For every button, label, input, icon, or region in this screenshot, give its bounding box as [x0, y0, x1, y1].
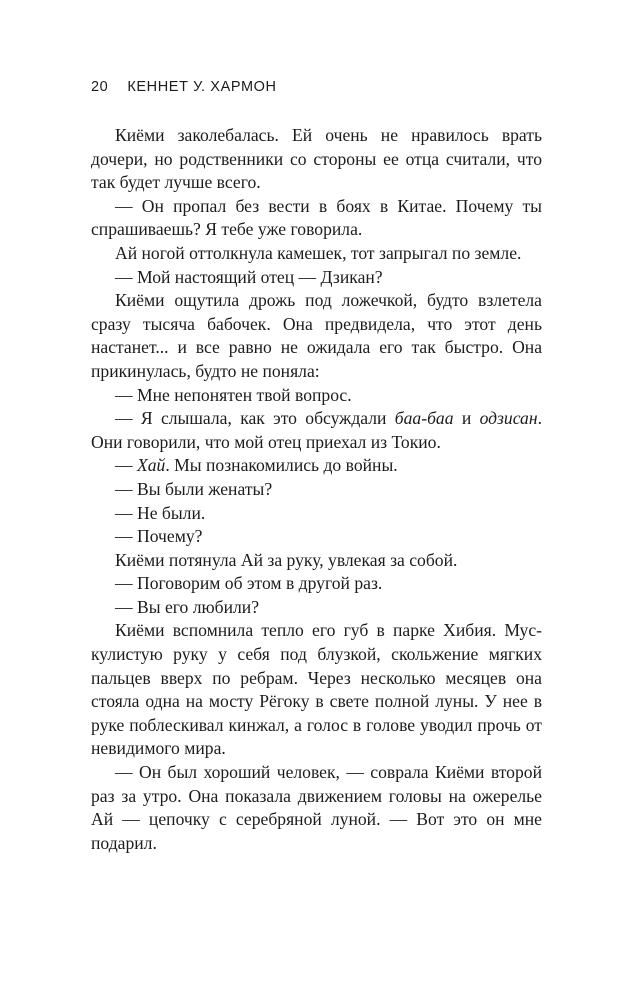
paragraph-14: — Вы его любили?	[115, 596, 260, 617]
italic-term-baa-baa: баа-баа	[394, 408, 454, 429]
paragraph-9: — Вы были женаты?	[115, 478, 273, 499]
paragraph-8-text-c: . Мы познакомились до войны.	[165, 455, 398, 476]
body-text	[91, 124, 542, 855]
paragraph-12: Киёми потянула Ай за руку, увлекая за собой.	[115, 549, 458, 570]
running-head	[91, 79, 277, 95]
paragraph-8-text-a: —	[115, 455, 137, 476]
paragraph-13: — Поговорим об этом в другой раз.	[115, 573, 383, 594]
paragraph-4: — Мой настоящий отец — Дзикан?	[115, 266, 383, 287]
paragraph-7	[91, 407, 542, 454]
paragraph-6: — Мне непонятен твой вопрос.	[115, 384, 352, 405]
paragraph-5: Киёми ощутила дрожь под ложечкой, будто взлетела сразу тысяча бабочек. Она предвидела, что этот день настанет... и все равно не ожидала его так быстро. Она прикинулась, будто не поняла:	[91, 290, 542, 381]
paragraph-11: — Почему?	[115, 526, 203, 547]
paragraph-10: — Не были.	[115, 502, 206, 523]
paragraph-3: Ай ногой оттолкнула камешек, тот запрыгал по земле.	[115, 242, 522, 263]
paragraph-8	[91, 454, 542, 478]
paragraph-7-text-a: — Я слышала, как это обсуждали	[115, 408, 395, 429]
paragraph-7-text-c: и	[453, 408, 480, 429]
paragraph-16: — Он был хороший человек, — соврала Киёми второй раз за утро. Она показала движением головы на ожерелье Ай — цепочку с серебряной луной. — Вот это он мне подарил.	[91, 762, 542, 853]
page-number: 20	[91, 79, 109, 95]
italic-term-odzisan: одзисан	[479, 408, 538, 429]
paragraph-1: Киёми заколебалась. Ей очень не нравилось врать дочери, но родственники со стороны ее отца считали, что так будет лучше всего.	[91, 125, 542, 193]
paragraph-15: Киёми вспомнила тепло его губ в парке Хибия. Мускулистую руку у себя под блузкой, скольжение мягких пальцев вверх по ребрам. Через несколько месяцев она стояла одна на мосту Рёгоку в свете полной луны. У нее в руке поблескивал кинжал, а голос в голове уводил прочь от невидимого мира.	[91, 620, 542, 759]
paragraph-7-text-e: . Они говорили, что мой отец приехал из Токио.	[91, 408, 542, 452]
paragraph-2: — Он пропал без вести в боях в Китае. Почему ты спрашиваешь? Я тебе уже говорила.	[91, 195, 542, 240]
italic-term-hai: Хай	[137, 455, 166, 476]
running-title: КЕННЕТ У. ХАРМОН	[127, 79, 277, 95]
